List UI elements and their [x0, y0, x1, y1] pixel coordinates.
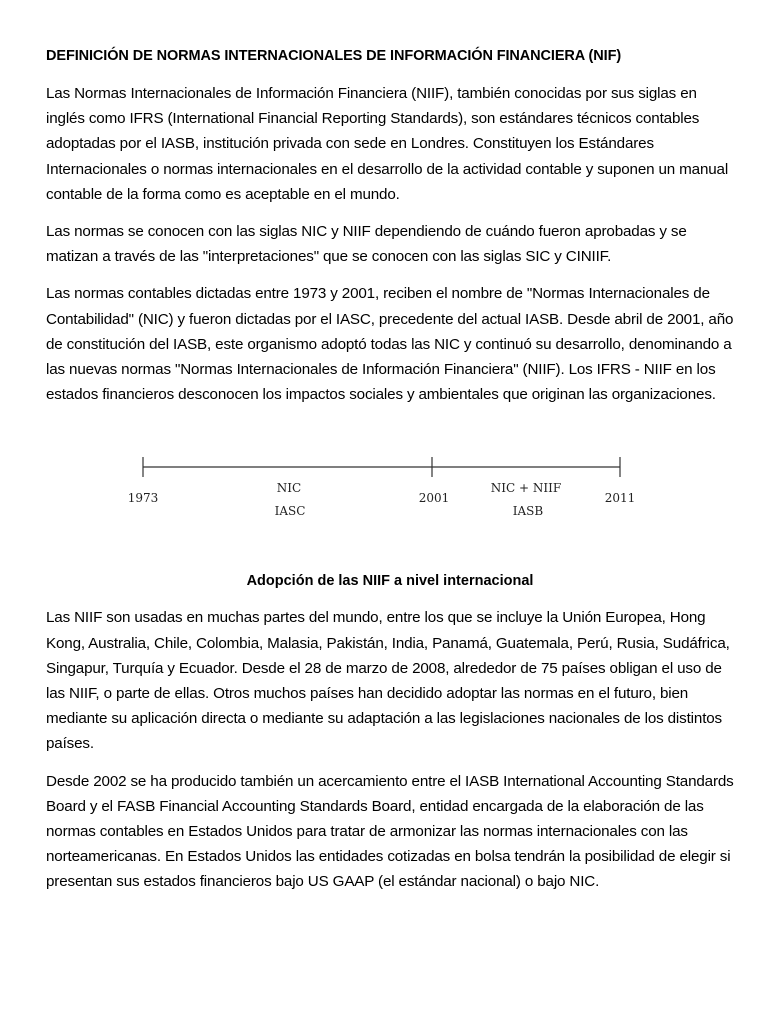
timeline-period2-body: IASB [512, 504, 544, 519]
document-page [46, 44, 734, 907]
timeline-period1-label: NIC [276, 481, 302, 496]
document-title: DEFINICIÓN DE NORMAS INTERNACIONALES DE INFORMACIÓN FINANCIERA (NIF) [46, 48, 622, 64]
timeline-period2-label: NIC + NIIF [490, 481, 562, 496]
paragraph-acronyms: Las normas se conocen con las siglas NIC y NIIF dependiendo de cuándo fueron aprobadas y se matizan a través de las "interpretaciones" que se conocen con las siglas SIC y CINIIF. [46, 223, 687, 266]
paragraph-definition: Las Normas Internacionales de Información Financiera (NIIF), también conocidas por sus siglas en inglés como IFRS (International Financial Reporting Standards), son estándares técnicos contables adoptadas por el IASB, institución privada con sede en Londres. Constituyen los Estándares Internacionales o normas internacionales en el desarrollo de la actividad contable y suponen un manual contable de la forma como es aceptable en el mundo. [46, 85, 729, 203]
timeline-svg [46, 419, 734, 569]
section-subtitle: Adopción de las NIIF a nivel internacional [246, 573, 534, 590]
timeline-year-mid: 2001 [418, 491, 450, 506]
timeline-year-start: 1973 [127, 491, 159, 506]
timeline-diagram [46, 419, 734, 569]
timeline-year-end: 2011 [604, 491, 636, 506]
timeline-period1-body: IASC [274, 504, 306, 519]
paragraph-history: Las normas contables dictadas entre 1973 y 2001, reciben el nombre de "Normas Internacionales de Contabilidad" (NIC) y fueron dictadas por el IASC, precedente del actual IASB. Desde abril de 2001, año de constitución del IASB, este organismo adoptó todas las NIC y continuó su desarrollo, denominando a las nuevas normas "Normas Internacionales de Información Financiera" (NIIF). Los IFRS - NIIF en los estados financieros desconocen los impactos sociales y ambientales que originan las organizaciones. [46, 285, 734, 404]
paragraph-convergence: Desde 2002 se ha producido también un acercamiento entre el IASB International Accounting Standards Board y el FASB Financial Accounting Standards Board, entidad encargada de la elaboración de las normas contables en Estados Unidos para tratar de armonizar las normas internacionales con las norteamericanas. En Estados Unidos las entidades cotizadas en bolsa tendrán la posibilidad de elegir si presentan sus estados financieros bajo US GAAP (el estándar nacional) o bajo NIC. [46, 772, 734, 891]
paragraph-adoption: Las NIIF son usadas en muchas partes del mundo, entre los que se incluye la Unión Europea, Hong Kong, Australia, Chile, Colombia, Malasia, Pakistán, India, Panamá, Guatemala, Perú, Rusia, Sudáfrica, Singapur, Turquía y Ecuador. Desde el 28 de marzo de 2008, alrededor de 75 países obligan el uso de las NIIF, o parte de ellas. Otros muchos países han decidido adoptar las normas en el futuro, bien mediante su aplicación directa o mediante su adaptación a las legislaciones nacionales de los distintos países. [46, 609, 730, 753]
